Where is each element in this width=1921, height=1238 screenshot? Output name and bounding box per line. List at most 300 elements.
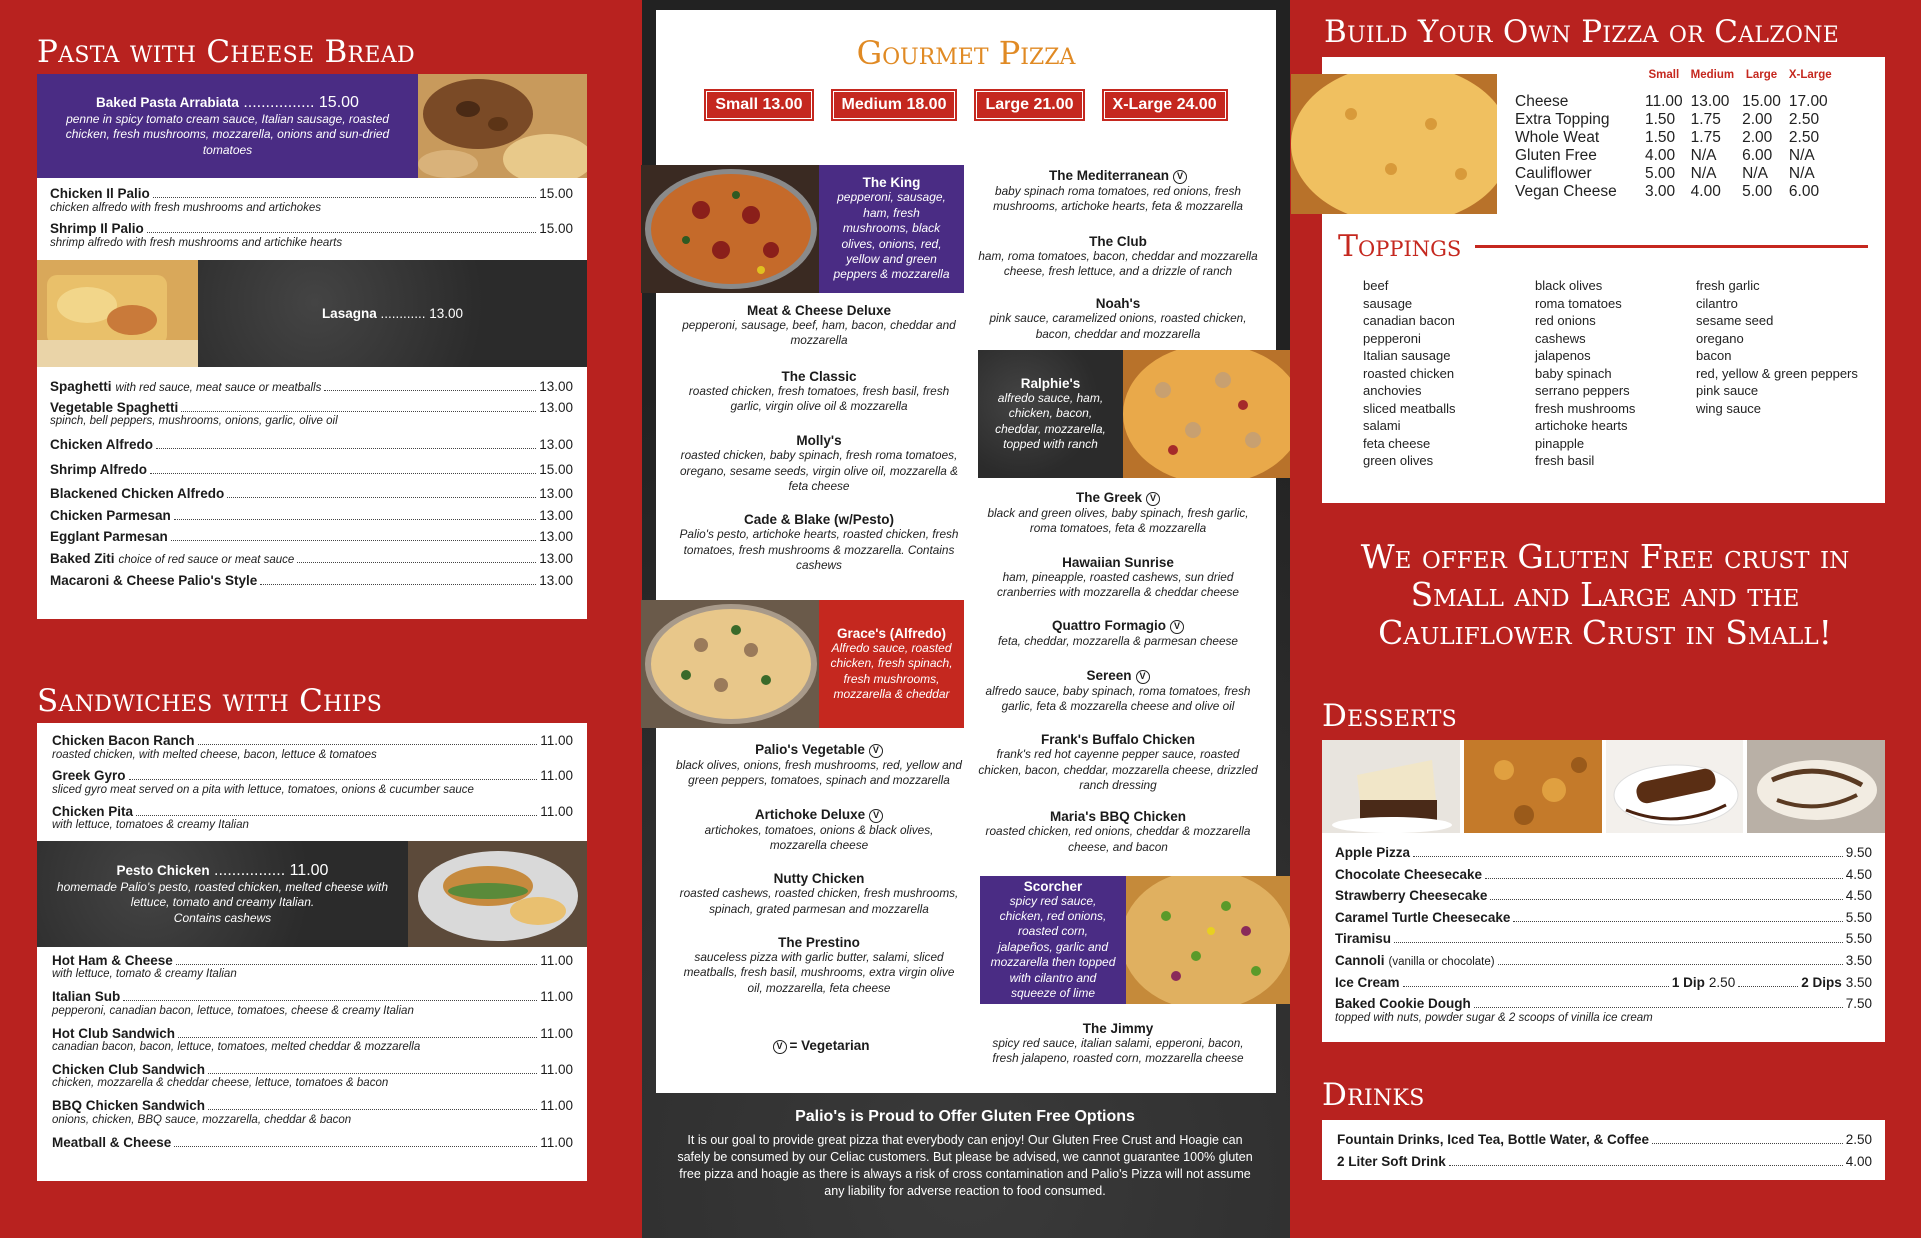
dip2-price: 3.50 [1845, 974, 1872, 990]
pasta-panel [37, 74, 587, 619]
menu-item [50, 529, 573, 545]
item-price: 13.00 [539, 486, 573, 502]
pizza-item [676, 303, 962, 349]
pizza-desc: sauceless pizza with garlic butter, salami, sliced meatballs, fresh basil, mushrooms, extra virgin olive oil, mozzarella, feta cheese [683, 949, 955, 995]
leader-dots [208, 1073, 537, 1074]
pizza-item [676, 512, 962, 573]
pesto-price: 11.00 [289, 861, 329, 879]
table-cell: 1.50 [1645, 129, 1676, 146]
item-price: 11.00 [540, 1025, 573, 1041]
item-name: Vegetable Spaghetti [50, 399, 179, 415]
vegetarian-icon: V [869, 809, 883, 823]
menu-item [1335, 845, 1872, 861]
item-name: Baked Cookie Dough [1335, 996, 1471, 1012]
menu-item [52, 989, 573, 1018]
menu-item-icecream [1335, 975, 1872, 991]
menu-item [52, 804, 573, 833]
leader-dots [1403, 986, 1669, 987]
item-desc: pepperoni, canadian bacon, lettuce, tomatoes, cheese & creamy Italian [52, 1004, 414, 1017]
topping-item: jalapenos [1535, 348, 1591, 363]
topping-item: bacon [1696, 348, 1732, 363]
grace-box [819, 600, 964, 728]
table-row [1511, 183, 1836, 201]
topping-item: serrano peppers [1535, 383, 1630, 398]
item-name: Italian Sub [52, 989, 121, 1005]
table-cell: 15.00 [1742, 93, 1781, 110]
byo-panel [1322, 57, 1885, 503]
table-cell: N/A [1788, 165, 1815, 182]
vegetarian-legend [676, 1038, 962, 1054]
topping-item: pinapple [1535, 435, 1585, 451]
size-xlarge: X-Large 24.00 [1104, 91, 1226, 119]
pizza-item [676, 433, 962, 494]
lasagna-feature [37, 260, 587, 367]
table-cell: Cheese [1515, 93, 1569, 110]
menu-item [1335, 867, 1872, 883]
leader-dots [156, 448, 536, 449]
topping-item: baby spinach [1535, 365, 1612, 381]
table-header: X-Large [1788, 69, 1832, 81]
item-price: 13.00 [539, 529, 573, 545]
topping-item: fresh garlic [1696, 278, 1760, 293]
pizza-item [978, 668, 1258, 715]
toppings-title: Toppings [1338, 229, 1462, 264]
toppings-list [1363, 277, 1896, 470]
toppings-heading [1338, 229, 1868, 264]
item-price: 3.50 [1845, 952, 1872, 968]
drinks-panel [1322, 1120, 1885, 1180]
table-cell: 13.00 [1690, 93, 1730, 110]
pizza-name: The Classic [781, 368, 857, 384]
pizza-desc: black and green olives, baby spinach, fresh garlic, roma tomatoes, feta & mozzarella [987, 506, 1249, 536]
scorcher-feature [980, 876, 1290, 1004]
leader-dots [1738, 986, 1798, 987]
table-cell: N/A [1690, 165, 1717, 182]
item-name: Chocolate Cheesecake [1335, 866, 1483, 882]
gourmet-right-list-b [978, 490, 1258, 855]
pesto-name: Pesto Chicken [116, 862, 210, 878]
table-cell: Vegan Cheese [1515, 183, 1617, 200]
topping-item: beef [1363, 278, 1389, 293]
table-row [1511, 129, 1836, 147]
dip1-label: 1 Dip [1671, 974, 1705, 990]
toppings-column [1535, 277, 1696, 470]
item-price: 4.50 [1845, 888, 1872, 904]
grace-pizza-photo [641, 600, 819, 728]
item-desc: with lettuce, tomato & creamy Italian [52, 968, 237, 981]
pizza-desc: Palio's pesto, artichoke hearts, roasted chicken, fresh tomatoes, fresh mushrooms & mozzarella. Contains cashews [679, 527, 959, 572]
gourmet-right-list-c [978, 1021, 1258, 1067]
pizza-item [978, 1021, 1258, 1067]
table-cell: Gluten Free [1515, 147, 1597, 164]
menu-item [52, 1062, 573, 1091]
item-price: 13.00 [539, 550, 573, 566]
size-prices [656, 91, 1276, 119]
item-price: 9.50 [1845, 845, 1872, 860]
item-price: 11.00 [540, 768, 573, 784]
menu-item [1335, 996, 1872, 1025]
item-name: Cannoli [1335, 952, 1385, 968]
arrabiata-desc: penne in spicy tomato cream sauce, Italian sausage, roasted chicken, fresh mushrooms, mozzarella, onions and sun-dried tomatoes [65, 111, 390, 157]
pesto-box [37, 841, 408, 947]
leader-dots [1449, 1165, 1843, 1166]
menu-item [52, 733, 573, 762]
dip2-label: 2 Dips [1801, 974, 1842, 990]
sandwiches-section-title: Sandwiches with Chips [37, 683, 383, 719]
topping-item: cilantro [1696, 295, 1738, 311]
table-header: Small [1648, 69, 1680, 81]
table-row [1511, 81, 1836, 111]
pizza-desc: roasted chicken, red onions, cheddar & mozzarella cheese, and bacon [985, 824, 1251, 854]
pizza-item [676, 935, 962, 996]
pizza-name: Cade & Blake (w/Pesto) [743, 512, 895, 528]
table-cell: 5.00 [1742, 183, 1773, 200]
table-cell: N/A [1788, 147, 1815, 164]
leader-dots [1474, 1007, 1843, 1008]
item-name: Shrimp Il Palio [50, 221, 144, 237]
leader-dots [1490, 899, 1842, 900]
arrabiata-name: Baked Pasta Arrabiata [96, 94, 239, 110]
menu-item [50, 551, 573, 567]
leader-dots [297, 562, 536, 563]
menu-item [50, 508, 573, 524]
leader-dots [181, 411, 536, 412]
pizza-desc: ham, pineapple, roasted cashews, sun dried cranberries with mozzarella & cheddar cheese [997, 569, 1239, 599]
item-name: Macaroni & Cheese Palio's Style [50, 572, 258, 588]
table-cell: 2.00 [1742, 129, 1773, 146]
pizza-desc: roasted chicken, baby spinach, fresh roma tomatoes, oregano, sesame seeds, virgin olive oil, mozzarella & feta cheese [679, 448, 959, 493]
item-price: 11.00 [540, 733, 573, 748]
grace-desc: Alfredo sauce, roasted chicken, fresh spinach, fresh mushrooms, mozzarella & cheddar [830, 640, 953, 701]
pizza-name: Frank's Buffalo Chicken [1041, 732, 1195, 748]
pizza-name: Meat & Cheese Deluxe [746, 303, 892, 318]
leader-dots [260, 584, 536, 585]
table-cell: 5.00 [1645, 165, 1676, 182]
arrabiata-feature-box [37, 74, 418, 178]
menu-item [50, 221, 573, 250]
cheese-pizza-photo [1291, 74, 1497, 214]
topping-item: roma tomatoes [1535, 295, 1622, 311]
item-price: 5.50 [1845, 931, 1872, 947]
pizza-desc: pepperoni, sausage, beef, ham, bacon, cheddar and mozzarella [682, 318, 956, 348]
menu-item [50, 186, 573, 215]
byo-section-title: Build Your Own Pizza or Calzone [1324, 14, 1840, 50]
table-cell: Whole Weat [1515, 129, 1600, 146]
item-name: Hot Club Sandwich [52, 1025, 175, 1041]
item-price: 13.00 [539, 399, 573, 415]
apple-pizza-photo [1464, 740, 1602, 833]
grace-name: Grace's (Alfredo) [837, 625, 946, 641]
menu-item [1335, 888, 1872, 904]
item-price: 11.00 [540, 1134, 573, 1150]
pizza-desc: spicy red sauce, italian salami, epperoni, bacon, fresh jalapeno, roasted corn, mozzarella cheese [992, 1036, 1244, 1066]
item-price: 13.00 [539, 437, 573, 453]
item-name: Tiramisu [1335, 931, 1392, 947]
item-name: Shrimp Alfredo [50, 461, 148, 477]
menu-item [50, 379, 573, 395]
item-desc: sliced gyro meat served on a pita with lettuce, tomatoes, onions & cucumber sauce [52, 783, 474, 796]
topping-item: canadian bacon [1363, 313, 1455, 328]
table-cell: 11.00 [1645, 93, 1683, 110]
pizza-item [676, 369, 962, 415]
gourmet-left-list-b [676, 742, 962, 996]
item-price: 11.00 [540, 989, 573, 1005]
pizza-item [978, 296, 1258, 342]
topping-item: Italian sausage [1363, 348, 1451, 363]
topping-item: sliced meatballs [1363, 400, 1456, 416]
ralphie-desc: alfredo sauce, ham, chicken, bacon, cheddar, mozzarella, topped with ranch [995, 390, 1106, 451]
pizza-name: Artichoke Deluxe [754, 806, 866, 822]
topping-item: artichoke hearts [1535, 418, 1628, 433]
sandwich-photo [408, 841, 587, 947]
pizza-name: The Mediterranean [1048, 168, 1170, 183]
table-row [1511, 165, 1836, 183]
drinks-section-title: Drinks [1322, 1077, 1425, 1113]
item-note: with red sauce, meat sauce or meatballs [115, 381, 322, 394]
leader-dots [1513, 921, 1842, 922]
pizza-item [676, 807, 962, 854]
vegetarian-icon: V [1146, 492, 1160, 506]
pizza-item [978, 618, 1258, 649]
table-cell: N/A [1742, 165, 1768, 182]
item-price: 13.00 [539, 572, 573, 588]
topping-item: sesame seed [1696, 313, 1774, 328]
pizza-name: The Greek [1075, 490, 1143, 505]
item-price: 15.00 [539, 186, 573, 201]
vegetarian-icon: V [869, 744, 883, 758]
grace-feature [641, 600, 964, 728]
leader-dots [147, 232, 536, 233]
pizza-desc: baby spinach roma tomatoes, red onions, fresh mushrooms, artichoke hearts, feta & mozzarella [993, 184, 1243, 214]
scorcher-box [980, 876, 1126, 1004]
dip1-price: 2.50 [1708, 974, 1736, 990]
pizza-desc: alfredo sauce, baby spinach, roma tomatoes, fresh garlic, feta & mozzarella cheese and olive oil [985, 683, 1251, 713]
table-cell: Cauliflower [1515, 165, 1592, 182]
vegetarian-legend-text: = Vegetarian [789, 1038, 870, 1053]
table-cell: 2.50 [1788, 129, 1820, 146]
pizza-desc: pink sauce, caramelized onions, roasted chicken, bacon, cheddar and mozzarella [989, 311, 1247, 341]
size-small: Small 13.00 [706, 91, 811, 119]
pizza-item [978, 809, 1258, 855]
scorcher-desc: spicy red sauce, chicken, red onions, roasted corn, jalapeños, garlic and mozzarella then topped with cilantro and squeeze of lime [990, 893, 1116, 1000]
king-box [819, 165, 964, 293]
sandwiches-panel [37, 723, 587, 1181]
ralphie-name: Ralphie's [1020, 375, 1081, 391]
item-price: 15.00 [539, 221, 573, 237]
table-header: Large [1745, 69, 1778, 81]
leader-dots [227, 497, 536, 498]
table-cell: 17.00 [1788, 93, 1828, 110]
pizza-name: Nutty Chicken [773, 871, 865, 887]
item-name: Greek Gyro [52, 768, 126, 784]
item-name: Hot Ham & Cheese [52, 952, 173, 968]
item-desc: canadian bacon, bacon, lettuce, tomatoes, melted cheddar & mozzarella [52, 1041, 421, 1054]
topping-item: feta cheese [1363, 435, 1431, 451]
table-cell: 4.00 [1690, 183, 1721, 200]
topping-item: red onions [1535, 313, 1596, 328]
vegetarian-icon: V [1170, 620, 1184, 634]
pizza-desc: ham, roma tomatoes, bacon, cheddar and mozzarella cheese, fresh lettuce, and a drizzle of ranch [978, 248, 1258, 278]
leader-dots [176, 964, 537, 965]
ralphie-pizza-photo [1123, 350, 1290, 478]
pasta-list-b [37, 367, 587, 589]
pizza-item [978, 490, 1258, 537]
leader-dots [150, 473, 536, 474]
table-header [1511, 69, 1641, 81]
leader-dots [178, 1037, 537, 1038]
toppings-column [1363, 277, 1535, 470]
menu-item [52, 1135, 573, 1151]
pizza-item [978, 555, 1258, 601]
dessert-photos [1322, 740, 1885, 833]
gourmet-right-list-a [978, 168, 1258, 342]
item-name: Egglant Parmesan [50, 529, 168, 545]
leader-dots [153, 197, 536, 198]
vegetarian-icon: V [1136, 670, 1150, 684]
item-price: 15.00 [539, 461, 573, 477]
leader-dots [1485, 878, 1843, 879]
topping-item: pink sauce [1696, 383, 1759, 398]
pizza-item [978, 732, 1258, 793]
pasta-feature [37, 74, 587, 178]
gluten-notice-title: Palio's is Proud to Offer Gluten Free Options [795, 1108, 1135, 1125]
desserts-panel [1322, 740, 1885, 1042]
pizza-desc: frank's red hot cayenne pepper sauce, roasted chicken, bacon, cheddar, mozzarella cheese, drizzled ranch dressing [978, 747, 1258, 792]
pizza-name: The Prestino [778, 934, 860, 950]
pizza-name: The Club [1089, 233, 1147, 249]
pizza-item [978, 234, 1258, 280]
item-desc: chicken, mozzarella & cheddar cheese, lettuce, tomatoes & bacon [52, 1077, 389, 1090]
king-feature [641, 165, 964, 293]
menu-item [1337, 1132, 1872, 1148]
menu-item [52, 768, 573, 797]
item-name: BBQ Chicken Sandwich [52, 1098, 206, 1114]
item-name: Chicken Club Sandwich [52, 1061, 206, 1077]
pizza-desc: feta, cheddar, mozzarella & parmesan cheese [997, 634, 1238, 649]
topping-item: roasted chicken [1363, 365, 1455, 381]
table-cell: 2.50 [1788, 111, 1820, 128]
pasta-photo [418, 74, 587, 178]
item-price: 11.00 [540, 1098, 573, 1114]
pizza-name: Molly's [796, 433, 842, 449]
item-name: Blackened Chicken Alfredo [50, 486, 225, 502]
leader-dots [123, 1000, 537, 1001]
topping-item: green olives [1363, 453, 1434, 468]
leader-dots: ................ [214, 861, 286, 879]
item-name: Meatball & Cheese [52, 1134, 172, 1150]
king-pizza-photo [641, 165, 819, 293]
item-price: 11.00 [540, 1061, 573, 1077]
menu-item [52, 953, 573, 982]
pasta-list-a [37, 178, 587, 251]
gourmet-title: Gourmet Pizza [856, 34, 1076, 72]
item-desc: topped with nuts, powder sugar & 2 scoops of vinilla ice cream [1335, 1011, 1653, 1024]
item-name: Chicken Alfredo [50, 437, 154, 453]
leader-dots: ............ [380, 305, 426, 321]
pesto-desc: homemade Palio's pesto, roasted chicken, melted cheese with lettuce, tomato and creamy Italian. [56, 879, 389, 910]
pizza-name: The Jimmy [1082, 1021, 1154, 1036]
menu-item [50, 486, 573, 502]
item-price: 7.50 [1845, 996, 1872, 1012]
pizza-desc: black olives, onions, fresh mushrooms, red, yellow and green peppers, tomatoes, spinach and mozzarella [676, 758, 962, 788]
gluten-free-banner: We offer Gluten Free crust in Small and Large and the Cauliflower Crust in Small! [1360, 537, 1850, 652]
tiramisu-photo [1747, 740, 1885, 833]
topping-item: pepperoni [1363, 330, 1421, 346]
size-large: Large 21.00 [976, 91, 1082, 119]
item-price: 4.50 [1845, 866, 1872, 882]
menu-item [50, 400, 573, 429]
item-desc: chicken alfredo with fresh mushrooms and artichokes [50, 201, 322, 214]
pesto-feature [37, 841, 587, 947]
item-price: 2.50 [1845, 1132, 1872, 1147]
leader-dots [174, 1146, 537, 1147]
lasagna-price: 13.00 [429, 305, 464, 321]
item-price: 4.00 [1845, 1153, 1872, 1169]
item-price: 5.50 [1845, 909, 1872, 925]
table-cell: N/A [1690, 147, 1717, 164]
desserts-section-title: Desserts [1322, 698, 1458, 734]
lasagna-name: Lasagna [321, 305, 377, 321]
topping-item: fresh basil [1535, 453, 1595, 468]
topping-item: wing sauce [1696, 400, 1762, 416]
toppings-column [1696, 277, 1896, 470]
item-desc: roasted chicken, with melted cheese, bacon, lettuce & tomatoes [52, 748, 377, 761]
topping-item: cashews [1535, 330, 1586, 346]
table-cell: 1.50 [1645, 111, 1676, 128]
pizza-name: Sereen [1086, 667, 1132, 683]
table-cell: 1.75 [1690, 129, 1721, 146]
topping-item: sausage [1363, 295, 1413, 311]
vegetarian-icon: V [773, 1040, 787, 1054]
leader-dots: ................ [243, 93, 315, 111]
king-desc: pepperoni, sausage, ham, fresh mushrooms, black olives, onions, red, yellow and green peppers & mozzarella [833, 190, 950, 282]
cannoli-photo [1606, 740, 1744, 833]
leader-dots [1394, 942, 1843, 943]
item-desc: onions, chicken, BBQ sauce, mozzarella, cheddar & bacon [52, 1113, 352, 1126]
ralphie-box [978, 350, 1123, 478]
divider [1475, 245, 1868, 248]
arrabiata-price: 15.00 [318, 93, 359, 111]
item-name: Chicken Pita [52, 803, 134, 819]
pizza-name: Quattro Formagio [1052, 618, 1166, 634]
sandwich-list-b [37, 947, 587, 1150]
item-name: Fountain Drinks, Iced Tea, Bottle Water, & Coffee [1337, 1132, 1650, 1147]
table-cell: 1.75 [1690, 111, 1721, 128]
menu-item [1335, 910, 1872, 926]
leader-dots [1498, 964, 1843, 965]
byo-price-table [1511, 69, 1836, 201]
pizza-name: Maria's BBQ Chicken [1049, 809, 1186, 825]
menu-item [50, 573, 573, 589]
item-name: Ice Cream [1335, 974, 1400, 990]
menu-item [52, 1026, 573, 1055]
leader-dots [198, 744, 538, 745]
pizza-desc: roasted chicken, fresh tomatoes, fresh basil, fresh garlic, virgin olive oil & mozzarella [688, 383, 950, 413]
item-desc: with lettuce, tomatoes & creamy Italian [52, 819, 249, 832]
leader-dots [129, 779, 538, 780]
pizza-name: Noah's [1095, 296, 1141, 312]
item-name: Apple Pizza [1335, 845, 1411, 860]
menu-item [1335, 953, 1872, 969]
cheesecake-photo [1322, 740, 1460, 833]
item-price: 13.00 [539, 378, 573, 394]
ralphie-feature [978, 350, 1290, 478]
leader-dots [136, 815, 537, 816]
lasagna-box [198, 260, 587, 367]
table-header: Medium [1690, 69, 1735, 81]
pizza-desc: artichokes, tomatoes, onions & black olives, mozzarella cheese [704, 822, 934, 852]
item-name: Baked Ziti [50, 550, 115, 566]
